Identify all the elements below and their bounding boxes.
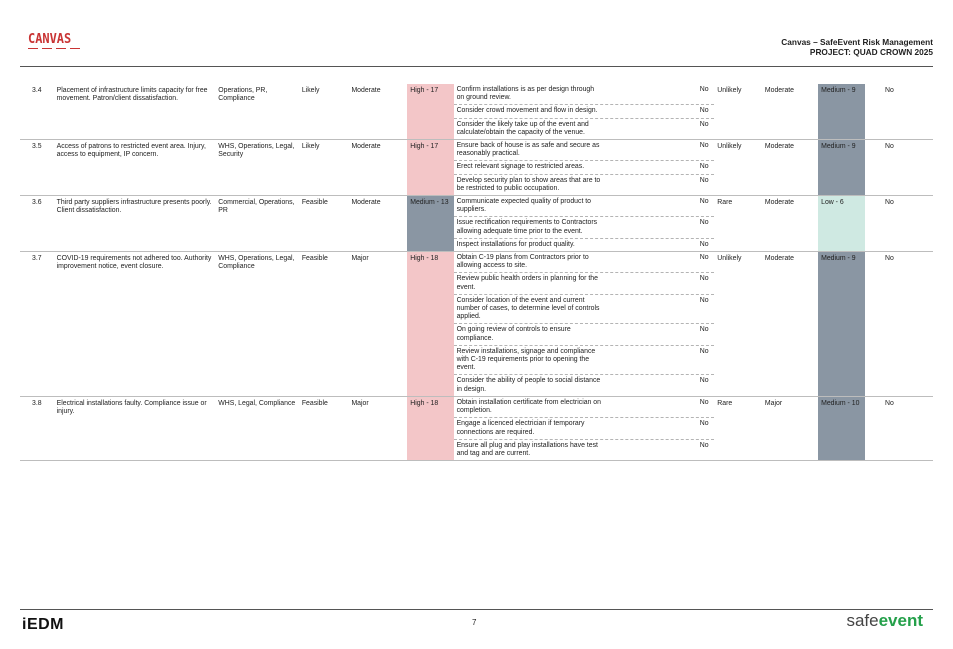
risk-number: 3.6 [32, 199, 42, 207]
control-implemented: No [699, 107, 709, 115]
control-item [454, 161, 715, 174]
controls-list [454, 140, 715, 195]
residual-rating-badge: Medium - 9 [818, 140, 865, 196]
control-item [454, 273, 715, 294]
control-implemented: No [699, 275, 709, 283]
risk-row [20, 140, 933, 196]
control-text: Inspect installations for product quality. [456, 240, 575, 248]
residual-rating-badge: Medium - 9 [818, 84, 865, 140]
control-item [454, 418, 715, 439]
residual-consequence: Moderate [764, 255, 795, 263]
control-text: Consider the likely take up of the event and calculate/obtain the capacity of the venue. [456, 120, 589, 136]
control-item [454, 196, 715, 217]
risk-rating-badge: High - 17 [407, 84, 453, 140]
control-text: Obtain installation certificate from electrician on completion. [456, 398, 601, 415]
risk-accepted: No [885, 87, 894, 94]
risk-description: Third party suppliers infrastructure presents poorly. Client dissatisfaction. [56, 199, 212, 215]
risk-impact-areas: WHS, Operations, Legal, Compliance [218, 255, 295, 271]
control-text: Ensure back of house is as safe and secure as reasonably practical. [456, 142, 600, 158]
residual-rating-badge: Medium - 9 [818, 252, 865, 397]
control-implemented: No [699, 163, 709, 171]
control-item [454, 84, 715, 105]
control-item [454, 324, 715, 345]
risk-likelihood: Likely [301, 143, 320, 151]
risk-description: Access of patrons to restricted event area. Injury, access to equipment, IP concern. [56, 143, 206, 159]
safeevent-logo [846, 611, 923, 631]
controls-cell [454, 196, 715, 252]
canvas-logo [28, 33, 88, 49]
control-item [454, 440, 715, 460]
risk-rating-badge: High - 18 [407, 252, 453, 397]
risk-consequence: Moderate [351, 143, 381, 151]
risk-rating-badge: High - 17 [407, 140, 453, 196]
page-number: 7 [472, 618, 477, 627]
control-item [454, 217, 715, 238]
risk-number: 3.5 [32, 143, 42, 151]
risk-description: Electrical installations faulty. Compliance issue or injury. [56, 399, 207, 416]
control-item [454, 175, 715, 195]
risk-likelihood: Likely [301, 87, 320, 94]
control-text: Confirm installations is as per design through on ground review. [456, 86, 595, 102]
residual-consequence: Moderate [764, 143, 795, 151]
residual-likelihood: Rare [717, 199, 733, 207]
risk-consequence: Moderate [351, 199, 381, 207]
control-text: Consider crowd movement and flow in design. [456, 107, 598, 115]
control-text: Consider location of the event and current number of cases, to determine level of controls applied. [456, 296, 600, 321]
residual-consequence: Moderate [764, 199, 795, 207]
risk-impact-areas: WHS, Operations, Legal, Security [218, 143, 295, 159]
control-implemented: No [699, 219, 709, 227]
control-text: Erect relevant signage to restricted areas. [456, 163, 585, 171]
control-item [454, 105, 715, 118]
canvas-logo-text: CANVAS [28, 32, 72, 47]
risk-description: Placement of infrastructure limits capacity for free movement. Patron/client dissatisfaction. [56, 87, 208, 103]
controls-cell [454, 396, 715, 460]
control-item [454, 140, 715, 161]
risk-likelihood: Feasible [301, 255, 328, 263]
risk-number: 3.4 [32, 87, 42, 94]
residual-likelihood: Unlikely [717, 87, 742, 94]
canvas-logo-underline [28, 48, 88, 49]
control-item [454, 239, 715, 251]
control-implemented: No [699, 377, 709, 385]
control-item [454, 375, 715, 395]
risk-impact-areas: Commercial, Operations, PR [218, 199, 295, 215]
risk-row [20, 84, 933, 140]
control-text: Issue rectification requirements to Contractors allowing adequate time prior to the event. [456, 219, 598, 235]
control-implemented: No [699, 86, 709, 93]
control-text: Engage a licenced electrician if temporary connections are required. [456, 420, 585, 436]
controls-list [454, 397, 715, 460]
controls-cell [454, 252, 715, 397]
control-text: On going review of controls to ensure compliance. [456, 326, 571, 342]
risk-rating-badge: High - 18 [407, 396, 453, 460]
controls-list [454, 252, 715, 396]
iedm-logo: iEDM [22, 616, 64, 633]
risk-consequence: Major [351, 255, 369, 263]
controls-cell [454, 140, 715, 196]
residual-rating-badge: Low - 6 [818, 196, 865, 252]
control-item [454, 119, 715, 139]
risk-row [20, 252, 933, 397]
control-implemented: No [699, 326, 709, 334]
page-header [20, 30, 933, 67]
control-implemented: No [699, 420, 709, 428]
safeevent-logo-safe: safe [846, 611, 879, 630]
control-text: Ensure all plug and play installations have test and tag and are current. [456, 441, 598, 457]
control-item [454, 295, 715, 325]
risk-number: 3.7 [32, 255, 42, 263]
risk-accepted: No [885, 143, 894, 151]
control-text: Review public health orders in planning for the event. [456, 275, 598, 291]
risk-row [20, 396, 933, 460]
control-implemented: No [699, 254, 709, 262]
risk-rating-badge: Medium - 13 [407, 196, 453, 252]
control-implemented: No [699, 398, 709, 406]
risk-likelihood: Feasible [301, 199, 328, 207]
controls-list [454, 196, 715, 251]
risk-impact-areas: WHS, Legal, Compliance [218, 399, 296, 407]
control-item [454, 252, 715, 273]
project-title: PROJECT: QUAD CROWN 2025 [809, 47, 933, 57]
control-implemented: No [699, 441, 709, 449]
control-implemented: No [699, 198, 709, 206]
residual-consequence: Moderate [764, 87, 795, 94]
residual-likelihood: Unlikely [717, 143, 742, 151]
risk-register-table [20, 84, 933, 461]
residual-likelihood: Unlikely [717, 255, 742, 263]
risk-impact-areas: Operations, PR, Compliance [218, 87, 268, 103]
risk-consequence: Major [351, 399, 369, 407]
header-title-block [781, 37, 933, 57]
risk-likelihood: Feasible [301, 399, 328, 407]
risk-accepted: No [885, 255, 894, 263]
control-text: Communicate expected quality of product to suppliers. [456, 198, 592, 214]
safeevent-logo-event: event [878, 611, 923, 630]
control-implemented: No [699, 142, 709, 150]
control-item [454, 346, 715, 376]
residual-likelihood: Rare [717, 399, 733, 407]
control-text: Obtain C-19 plans from Contractors prior to allowing access to site. [456, 254, 589, 270]
control-implemented: No [699, 120, 709, 128]
control-implemented: No [699, 296, 709, 304]
risk-number: 3.8 [32, 399, 42, 407]
risk-accepted: No [885, 199, 894, 207]
risk-description: COVID-19 requirements not adhered too. Authority improvement notice, event closure. [56, 255, 212, 271]
residual-rating-badge: Medium - 10 [818, 396, 865, 460]
control-implemented: No [699, 347, 709, 355]
risk-accepted: No [885, 399, 894, 407]
control-text: Consider the ability of people to social distance in design. [456, 377, 601, 393]
controls-cell [454, 84, 715, 140]
risk-row [20, 196, 933, 252]
document-title: Canvas – SafeEvent Risk Management [781, 37, 933, 47]
risk-consequence: Moderate [351, 87, 381, 94]
control-implemented: No [699, 240, 709, 248]
page-footer [20, 609, 933, 636]
residual-consequence: Major [764, 399, 783, 407]
control-item [454, 397, 715, 418]
control-text: Review installations, signage and compliance with C-19 requirements prior to opening the event. [456, 347, 596, 372]
control-implemented: No [699, 176, 709, 184]
control-text: Develop security plan to show areas that are to be restricted to public occupation. [456, 176, 601, 192]
controls-list [454, 84, 715, 139]
